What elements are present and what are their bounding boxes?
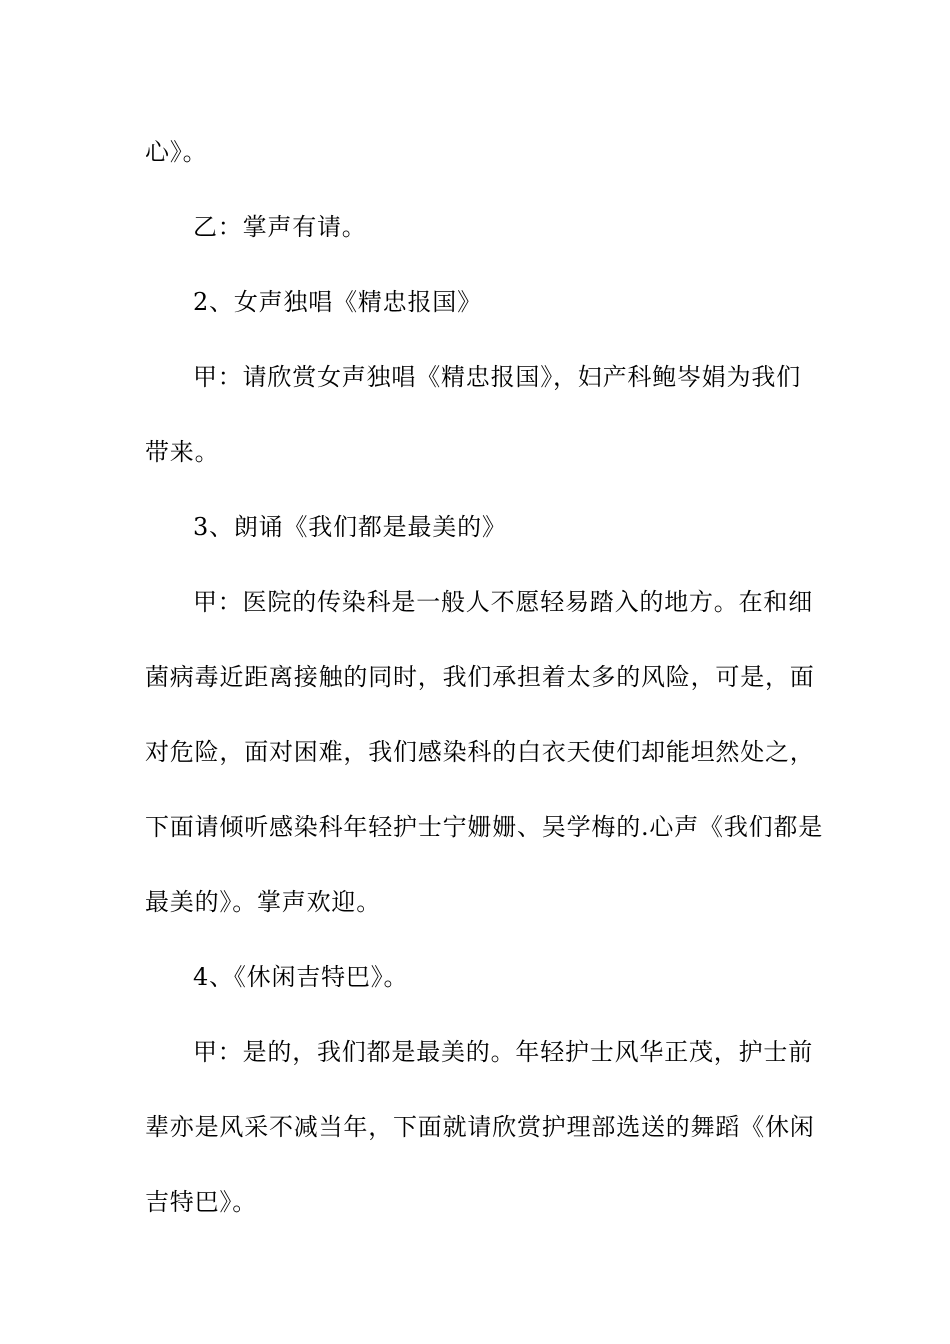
text-line: 吉特巴》。 xyxy=(145,1188,257,1216)
text-line: 3、朗诵《我们都是最美的》 xyxy=(193,513,507,541)
text-line: 心》。 xyxy=(145,138,208,166)
text-line: 菌病毒近距离接触的同时，我们承担着太多的风险，可是，面 xyxy=(145,663,815,691)
text-line: 辈亦是风采不减当年，下面就请欣赏护理部选送的舞蹈《休闲 xyxy=(145,1113,815,1141)
text-line: 对危险，面对困难，我们感染科的白衣天使们却能坦然处之， xyxy=(145,738,815,766)
text-line: 甲：是的，我们都是最美的。年轻护士风华正茂，护士前 xyxy=(193,1038,813,1066)
text-line: 甲：请欣赏女声独唱《精忠报国》，妇产科鲍岑娟为我们 xyxy=(193,363,801,391)
text-line: 2、女声独唱《精忠报国》 xyxy=(193,288,482,316)
text-line: 乙：掌声有请。 xyxy=(193,213,367,241)
text-line: 甲：医院的传染科是一般人不愿轻易踏入的地方。在和细 xyxy=(193,588,813,616)
text-line: 最美的》。掌声欢迎。 xyxy=(145,888,381,916)
text-line: 4、《休闲吉特巴》。 xyxy=(193,963,409,991)
text-line: 带来。 xyxy=(145,438,220,466)
text-line: 下面请倾听感染科年轻护士宁姗姗、吴学梅的.心声《我们都是 xyxy=(145,813,824,841)
